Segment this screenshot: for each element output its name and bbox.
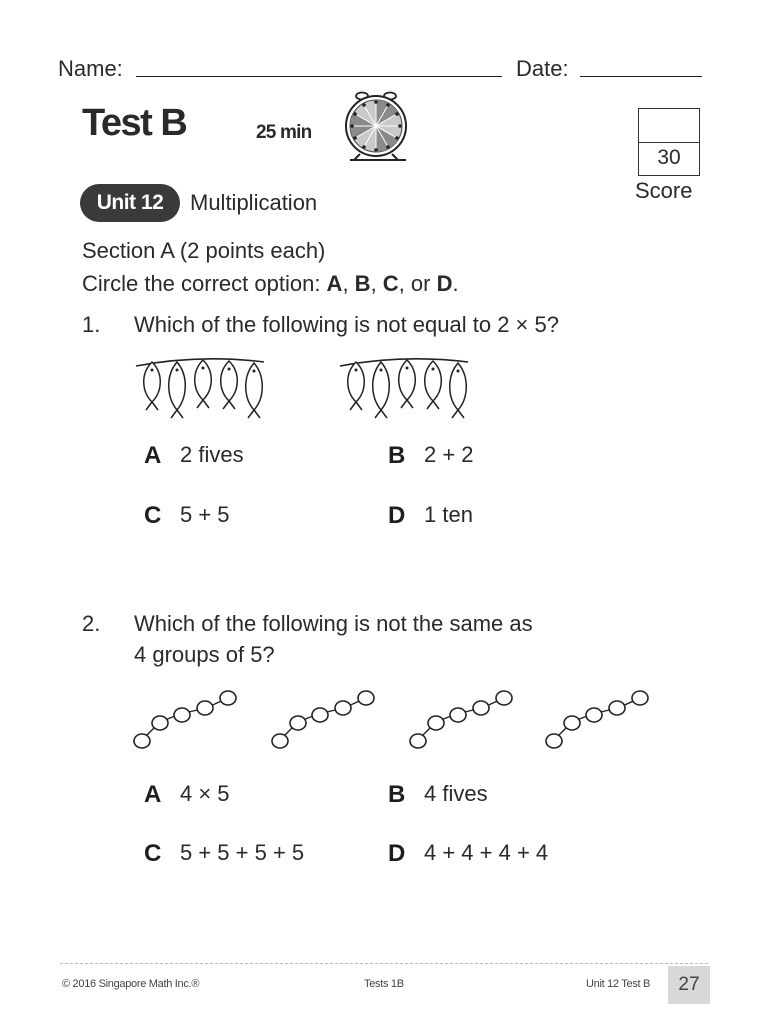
bead-chain-icon: [542, 686, 654, 752]
option-a-letter[interactable]: A: [144, 442, 162, 469]
option-c-letter[interactable]: C: [144, 502, 162, 529]
option-d-text[interactable]: 4 + 4 + 4 + 4: [424, 840, 549, 865]
score-divider: [639, 142, 699, 143]
instruction-opt-c: C: [382, 271, 399, 296]
question-number: 2.: [82, 611, 101, 636]
fish-string-icon: [334, 352, 474, 422]
option-c-text[interactable]: 5 + 5 + 5 + 5: [180, 840, 305, 865]
option-a-text[interactable]: 4 × 5: [180, 781, 230, 806]
option-d-text[interactable]: 1 ten: [424, 502, 473, 527]
option-d-letter[interactable]: D: [388, 840, 406, 867]
question-text: Which of the following is not equal to 2 × 5?: [134, 312, 559, 337]
footer-book: Tests 1B: [364, 978, 404, 990]
footer-divider: [60, 963, 708, 964]
fish-string-icon: [130, 352, 270, 422]
option-b-letter[interactable]: B: [388, 781, 406, 808]
option-b-letter[interactable]: B: [388, 442, 406, 469]
option-d-letter[interactable]: D: [388, 502, 406, 529]
option-a-text[interactable]: 2 fives: [180, 442, 244, 467]
footer-copyright: © 2016 Singapore Math Inc.®: [62, 978, 200, 990]
option-c-letter[interactable]: C: [144, 840, 162, 867]
instruction-sep: ,: [342, 271, 355, 296]
option-b-text[interactable]: 2 + 2: [424, 442, 474, 467]
page-number: 27: [668, 966, 710, 1004]
page-title: Test B: [82, 102, 187, 144]
question-text-line2: 4 groups of 5?: [134, 642, 275, 667]
question-text-line1: Which of the following is not the same as: [134, 611, 533, 636]
instruction-text: Circle the correct option:: [82, 271, 327, 296]
time-limit: 25 min: [256, 122, 312, 143]
section-instruction: [82, 271, 459, 297]
section-heading: Section A (2 points each): [82, 238, 326, 263]
option-b-text[interactable]: 4 fives: [424, 781, 488, 806]
instruction-sep: ,: [370, 271, 383, 296]
bead-chain-icon: [406, 686, 518, 752]
bead-chain-icon: [268, 686, 380, 752]
instruction-opt-d: D: [436, 271, 453, 296]
instruction-sep: , or: [398, 271, 437, 296]
score-max: 30: [657, 146, 681, 169]
footer-test: Unit 12 Test B: [586, 978, 651, 990]
instruction-opt-a: A: [326, 271, 343, 296]
question-number: 1.: [82, 312, 101, 337]
score-box[interactable]: [638, 108, 700, 176]
name-label: Name:: [58, 56, 123, 81]
date-field[interactable]: [580, 76, 702, 77]
instruction-end: .: [452, 271, 459, 296]
instruction-opt-b: B: [354, 271, 371, 296]
option-a-letter[interactable]: A: [144, 781, 162, 808]
date-label: Date:: [516, 56, 569, 81]
bead-chain-icon: [130, 686, 242, 752]
unit-badge: Unit 12: [80, 184, 180, 222]
unit-title: Multiplication: [190, 190, 318, 215]
option-c-text[interactable]: 5 + 5: [180, 502, 230, 527]
name-field[interactable]: [136, 76, 502, 77]
score-label: Score: [635, 178, 693, 203]
alarm-clock-icon: [340, 88, 412, 164]
